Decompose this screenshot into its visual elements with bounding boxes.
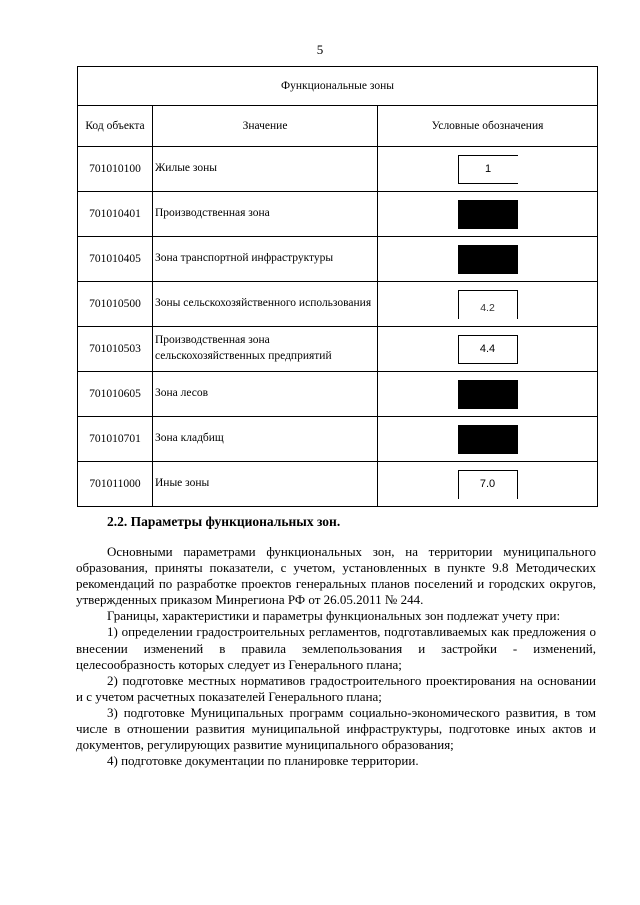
header-symbol: Условные обозначения bbox=[378, 106, 598, 147]
table-row bbox=[78, 327, 598, 372]
object-code: 701010500 bbox=[78, 282, 153, 327]
zone-symbol: 1 bbox=[458, 155, 518, 184]
paragraph: 4) подготовке документации по планировке территории. bbox=[107, 753, 419, 769]
zone-name: Производственная зона сельскохозяйственных предприятий bbox=[153, 327, 378, 372]
section-heading: 2.2. Параметры функциональных зон. bbox=[107, 514, 341, 529]
object-code: 701010701 bbox=[78, 417, 153, 462]
zone-name: Иные зоны bbox=[153, 462, 378, 507]
zone-name: Зона кладбищ bbox=[153, 417, 378, 462]
table-row bbox=[78, 282, 598, 327]
object-code: 701010605 bbox=[78, 372, 153, 417]
header-code: Код объекта bbox=[78, 106, 153, 147]
table-caption: Функциональные зоны bbox=[78, 67, 598, 106]
object-code: 701010503 bbox=[78, 327, 153, 372]
paragraph: Основными параметрами функциональных зон, на территории муниципального образования, приняты показатели, с учетом, установленных в пункте 9.8 Методических рекомендаций по разработке проектов генеральных планов поселений и городских округов, утвержденных приказом Минрегиона РФ от 26.05.2011 № 244. bbox=[76, 544, 596, 608]
section-body bbox=[76, 544, 596, 769]
zone-name: Зона лесов bbox=[153, 372, 378, 417]
paragraph: 1) определении градостроительных регламентов, подготавливаемых как предложения о внесении изменений в правила землепользования и застройки - изменений, целесообразность которых следует из Генерального плана; bbox=[76, 624, 596, 672]
zone-symbol: 4.4 bbox=[458, 335, 518, 364]
object-code: 701010100 bbox=[78, 147, 153, 192]
page-number: 5 bbox=[316, 42, 324, 57]
table-row bbox=[78, 192, 598, 237]
paragraph: 3) подготовке Муниципальных программ социально-экономического развития, в том числе в отношении развития муниципальной инфраструктуры, подготовке иных актов и документов, регулирующих развитие муниципального образования; bbox=[76, 704, 596, 753]
table-row bbox=[78, 417, 598, 462]
zone-symbol bbox=[458, 425, 518, 454]
functional-zones-table bbox=[77, 66, 598, 507]
zone-symbol bbox=[458, 200, 518, 229]
object-code: 701010405 bbox=[78, 237, 153, 282]
table-row bbox=[78, 372, 598, 417]
table-row bbox=[78, 237, 598, 282]
zone-name: Производственная зона bbox=[153, 192, 378, 237]
zone-symbol bbox=[458, 245, 518, 274]
object-code: 701011000 bbox=[78, 462, 153, 507]
header-value: Значение bbox=[153, 106, 378, 147]
zone-name: Зоны сельскохозяйственного использования bbox=[153, 282, 378, 327]
zone-symbol bbox=[458, 380, 518, 409]
table-row bbox=[78, 147, 598, 192]
paragraph: Границы, характеристики и параметры функциональных зон подлежат учету при: bbox=[107, 608, 561, 624]
object-code: 701010401 bbox=[78, 192, 153, 237]
zone-symbol: 7.0 bbox=[458, 470, 518, 499]
table-row bbox=[78, 462, 598, 507]
zone-name: Жилые зоны bbox=[153, 147, 378, 192]
paragraph: 2) подготовке местных нормативов градостроительного проектирования на основании и с учетом расчетных показателей Генерального плана; bbox=[76, 672, 596, 704]
zone-name: Зона транспортной инфраструктуры bbox=[153, 237, 378, 282]
zone-symbol: 4.2 bbox=[458, 290, 518, 319]
